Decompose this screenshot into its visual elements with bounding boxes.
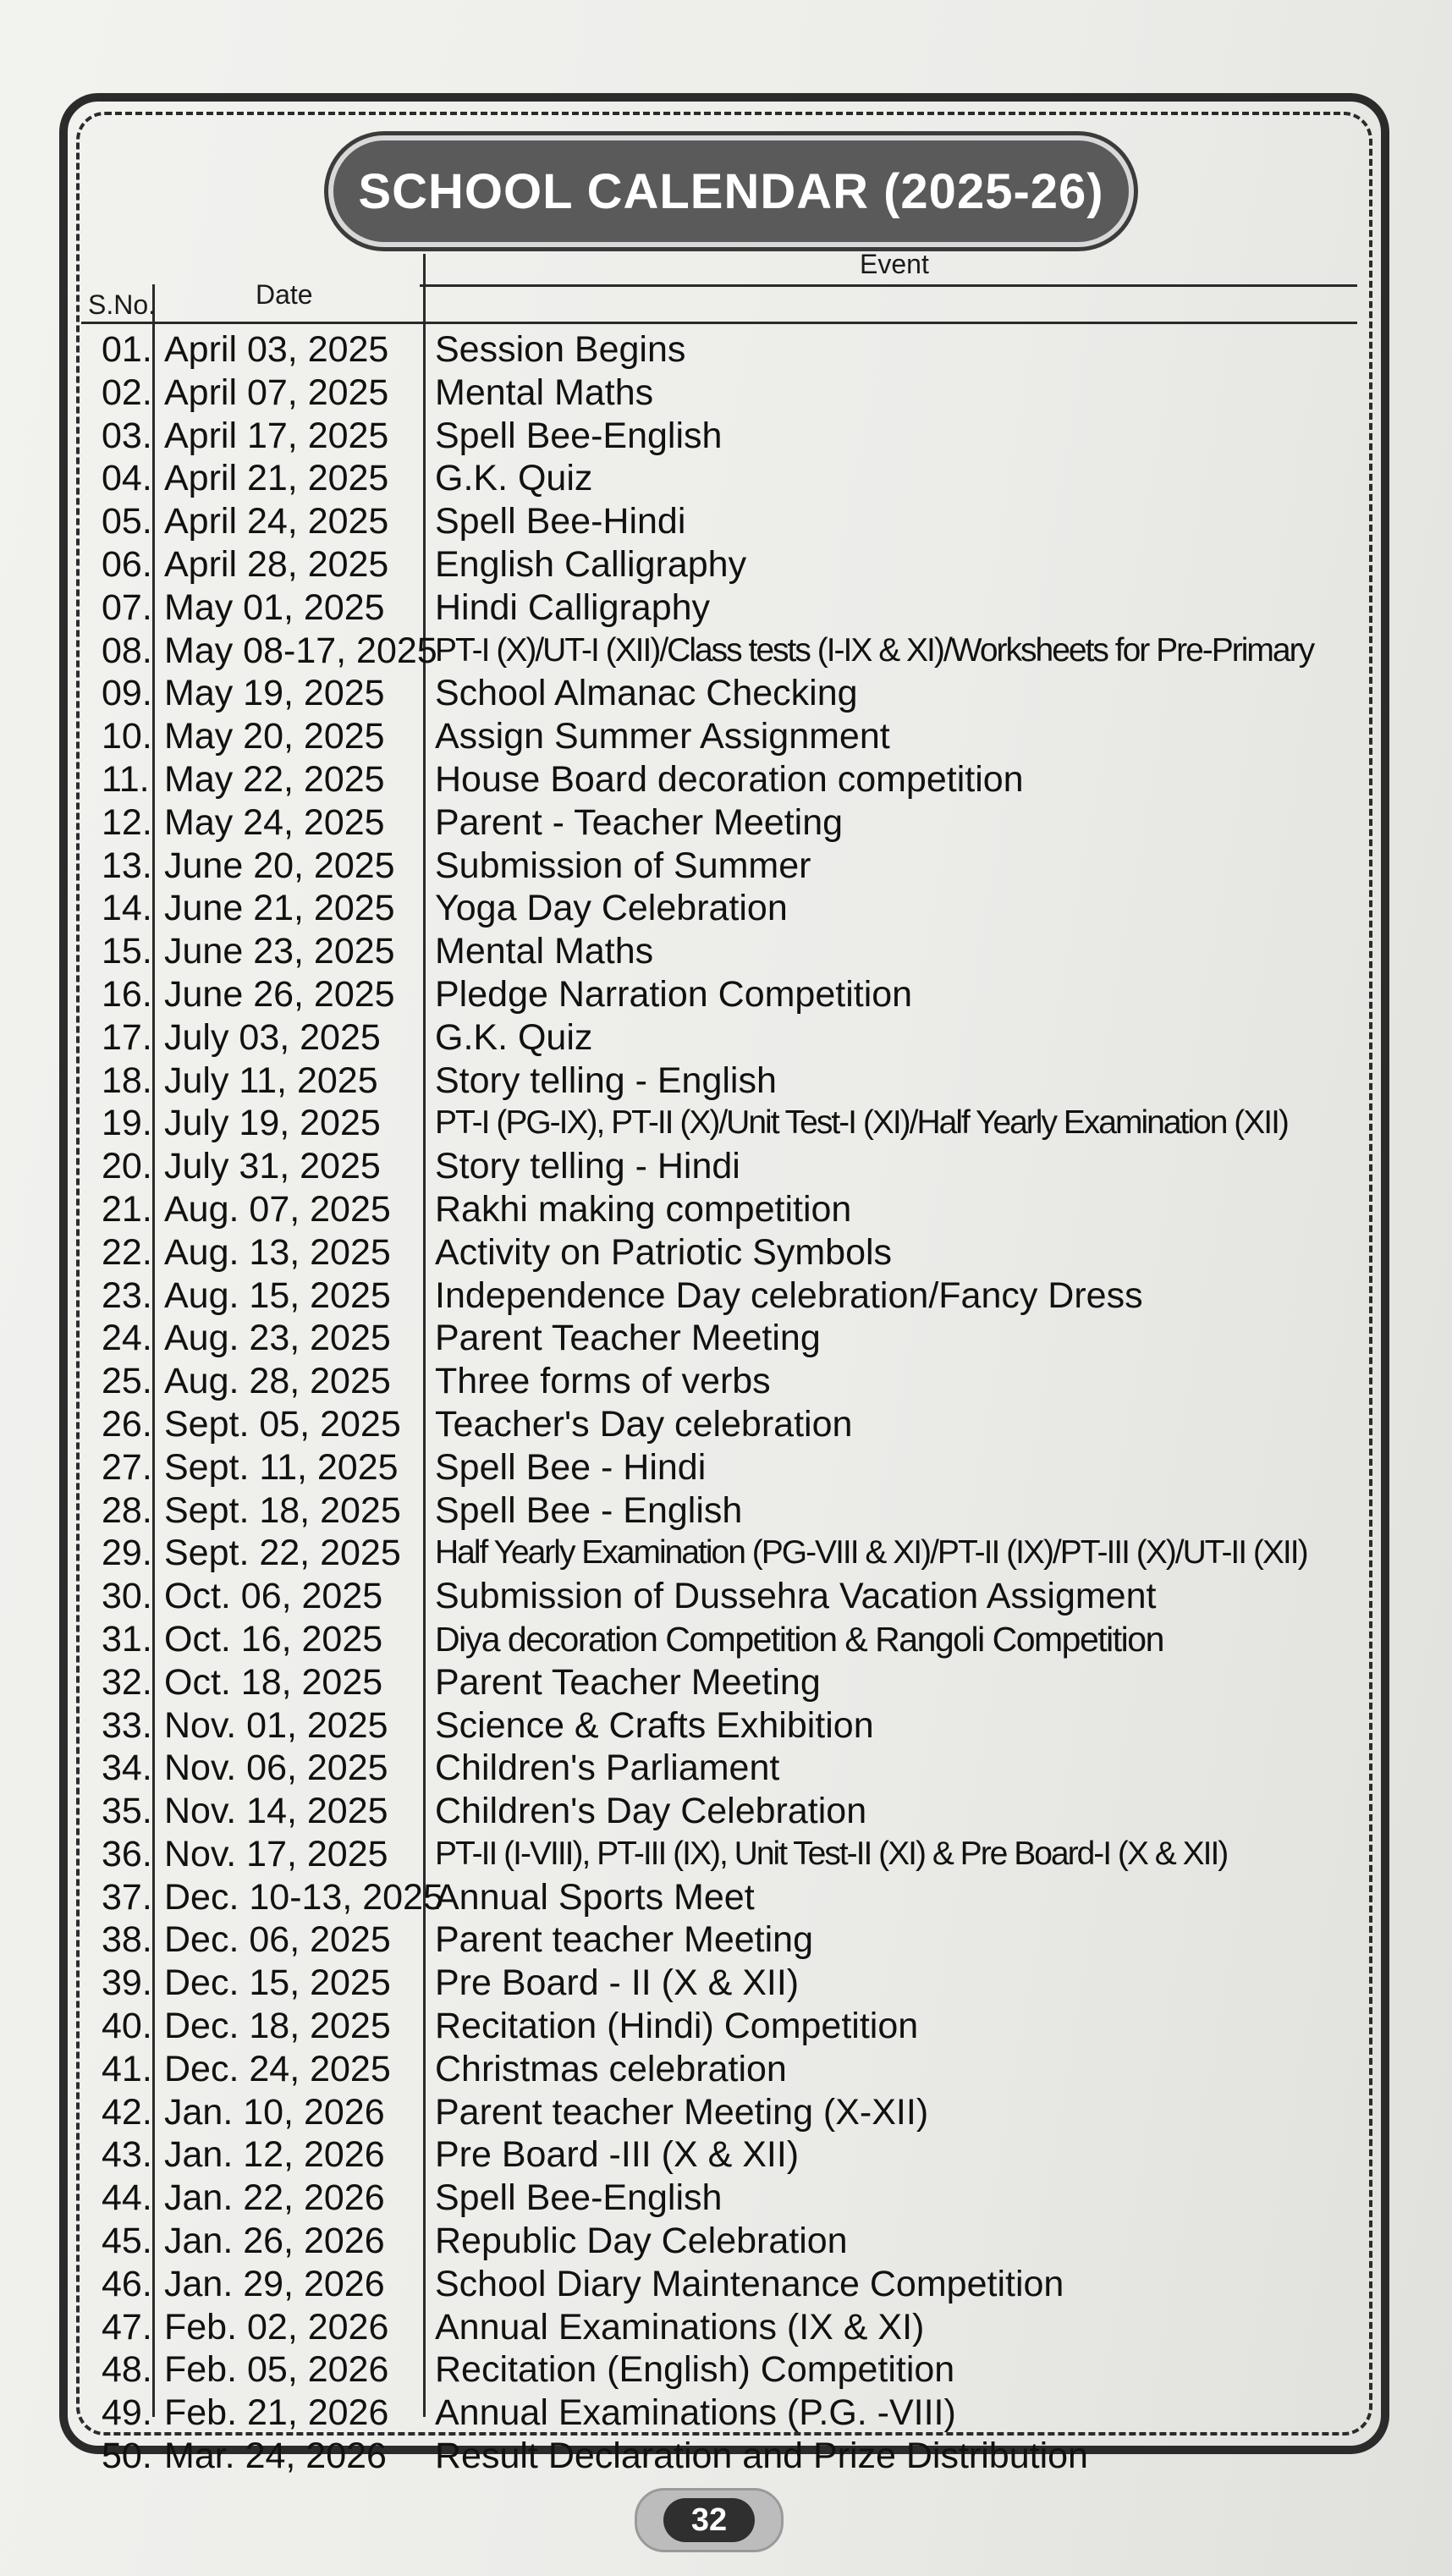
row-event: Children's Day Celebration xyxy=(435,1791,867,1832)
table-row xyxy=(81,457,1357,500)
table-row xyxy=(81,1489,1357,1533)
row-sno: 23. xyxy=(102,1274,152,1316)
table-row xyxy=(81,1360,1357,1403)
row-date: May 08-17, 2025 xyxy=(164,630,437,671)
row-date: Oct. 18, 2025 xyxy=(164,1661,383,1703)
row-event: Session Begins xyxy=(435,329,686,370)
row-sno: 50. xyxy=(102,2436,152,2477)
row-event: PT-I (PG-IX), PT-II (X)/Unit Test-I (XI)/Half Yearly Examination (XII) xyxy=(435,1104,1288,1142)
row-sno: 41. xyxy=(102,2048,152,2089)
table-row xyxy=(81,2220,1357,2263)
row-date: Jan. 29, 2026 xyxy=(164,2263,385,2304)
table-row xyxy=(81,2091,1357,2134)
row-date: July 11, 2025 xyxy=(164,1060,378,1101)
table-row xyxy=(81,1188,1357,1231)
row-date: Dec. 15, 2025 xyxy=(164,1962,391,2004)
table-row xyxy=(81,1876,1357,1919)
row-sno: 09. xyxy=(102,673,152,714)
row-event: Yoga Day Celebration xyxy=(435,888,788,929)
row-event: Parent - Teacher Meeting xyxy=(435,801,844,843)
row-date: April 07, 2025 xyxy=(164,372,389,413)
row-date: Mar. 24, 2026 xyxy=(164,2436,387,2477)
row-sno: 05. xyxy=(102,501,152,542)
table-row xyxy=(81,2005,1357,2048)
row-event: English Calligraphy xyxy=(435,543,747,585)
table-row xyxy=(81,1016,1357,1060)
row-sno: 22. xyxy=(102,1231,152,1273)
row-sno: 33. xyxy=(102,1704,152,1746)
row-date: Nov. 17, 2025 xyxy=(164,1833,388,1874)
title-banner xyxy=(328,135,1134,247)
row-date: May 24, 2025 xyxy=(164,801,385,843)
row-event: Assign Summer Assignment xyxy=(435,716,890,757)
row-date: Dec. 24, 2025 xyxy=(164,2048,391,2089)
row-event: Science & Crafts Exhibition xyxy=(435,1704,874,1746)
row-sno: 06. xyxy=(102,543,152,585)
page-number-badge xyxy=(635,2488,784,2552)
row-date: Nov. 01, 2025 xyxy=(164,1704,388,1746)
row-event: Rakhi making competition xyxy=(435,1188,852,1230)
row-event: Submission of Dussehra Vacation Assigment xyxy=(435,1576,1157,1617)
table-row xyxy=(81,715,1357,758)
row-sno: 03. xyxy=(102,415,152,456)
row-sno: 26. xyxy=(102,1403,152,1445)
row-sno: 12. xyxy=(102,801,152,843)
row-sno: 47. xyxy=(102,2306,152,2348)
row-sno: 18. xyxy=(102,1060,152,1101)
table-row xyxy=(81,672,1357,715)
row-date: May 01, 2025 xyxy=(164,586,385,628)
row-date: July 31, 2025 xyxy=(164,1146,381,1187)
row-event: Parent Teacher Meeting xyxy=(435,1661,821,1703)
row-sno: 34. xyxy=(102,1748,152,1789)
row-date: June 21, 2025 xyxy=(164,888,395,929)
row-date: Sept. 05, 2025 xyxy=(164,1403,401,1445)
row-date: April 03, 2025 xyxy=(164,329,389,370)
table-row xyxy=(81,2263,1357,2306)
row-sno: 13. xyxy=(102,845,152,886)
table-row xyxy=(81,2177,1357,2220)
header-bottom-rule xyxy=(81,322,1357,324)
row-date: July 03, 2025 xyxy=(164,1016,381,1058)
table-row xyxy=(81,930,1357,973)
row-sno: 37. xyxy=(102,1876,152,1918)
row-date: Dec. 18, 2025 xyxy=(164,2006,391,2047)
row-date: Feb. 02, 2026 xyxy=(164,2306,389,2348)
table-row xyxy=(81,1704,1357,1748)
row-sno: 01. xyxy=(102,329,152,370)
table-row xyxy=(81,1661,1357,1704)
row-sno: 15. xyxy=(102,931,152,972)
table-row xyxy=(81,1575,1357,1618)
row-event: Recitation (Hindi) Competition xyxy=(435,2006,919,2047)
table-row xyxy=(81,1532,1357,1575)
row-date: Aug. 23, 2025 xyxy=(164,1318,391,1359)
row-date: April 28, 2025 xyxy=(164,543,389,585)
row-date: Dec. 10-13, 2025 xyxy=(164,1876,443,1918)
table-row xyxy=(81,1833,1357,1876)
row-event: House Board decoration competition xyxy=(435,758,1024,800)
table-row xyxy=(81,2133,1357,2177)
row-event: Result Declaration and Prize Distribution xyxy=(435,2436,1088,2477)
row-event: Hindi Calligraphy xyxy=(435,586,711,628)
table-row xyxy=(81,1618,1357,1661)
table-row xyxy=(81,887,1357,930)
table-row xyxy=(81,1403,1357,1446)
row-date: Aug. 07, 2025 xyxy=(164,1188,391,1230)
row-date: April 21, 2025 xyxy=(164,458,389,499)
row-sno: 07. xyxy=(102,586,152,628)
row-event: Spell Bee - English xyxy=(435,1489,743,1531)
table-row xyxy=(81,415,1357,458)
row-date: Oct. 06, 2025 xyxy=(164,1576,383,1617)
table-row xyxy=(81,1790,1357,1833)
row-sno: 31. xyxy=(102,1618,152,1660)
table-row xyxy=(81,758,1357,801)
row-event: Spell Bee-English xyxy=(435,415,723,456)
row-sno: 45. xyxy=(102,2221,152,2262)
table-row xyxy=(81,2348,1357,2392)
row-sno: 46. xyxy=(102,2263,152,2304)
row-date: Nov. 14, 2025 xyxy=(164,1791,388,1832)
row-date: May 20, 2025 xyxy=(164,716,385,757)
row-date: Dec. 06, 2025 xyxy=(164,1919,391,1961)
row-sno: 17. xyxy=(102,1016,152,1058)
row-date: Sept. 11, 2025 xyxy=(164,1446,399,1488)
row-event: G.K. Quiz xyxy=(435,458,593,499)
row-sno: 27. xyxy=(102,1446,152,1488)
row-date: Aug. 13, 2025 xyxy=(164,1231,391,1273)
row-sno: 44. xyxy=(102,2177,152,2219)
table-row xyxy=(81,2435,1357,2478)
row-date: June 20, 2025 xyxy=(164,845,395,886)
row-event: Independence Day celebration/Fancy Dress xyxy=(435,1274,1143,1316)
calendar-rows xyxy=(81,328,1357,2478)
row-sno: 21. xyxy=(102,1188,152,1230)
table-row xyxy=(81,1274,1357,1318)
row-event: Spell Bee-Hindi xyxy=(435,501,686,542)
row-sno: 36. xyxy=(102,1833,152,1874)
row-date: Feb. 21, 2026 xyxy=(164,2392,389,2434)
row-event: Children's Parliament xyxy=(435,1748,780,1789)
row-sno: 40. xyxy=(102,2006,152,2047)
table-row xyxy=(81,543,1357,586)
table-row xyxy=(81,1747,1357,1790)
row-sno: 38. xyxy=(102,1919,152,1961)
row-date: Aug. 28, 2025 xyxy=(164,1361,391,1402)
row-event: Pledge Narration Competition xyxy=(435,973,913,1015)
table-row xyxy=(81,500,1357,543)
row-date: April 24, 2025 xyxy=(164,501,389,542)
row-event: PT-I (X)/UT-I (XII)/Class tests (I-IX & XI)/Worksheets for Pre-Primary xyxy=(435,631,1314,669)
row-event: Annual Examinations (P.G. -VIII) xyxy=(435,2392,956,2434)
row-date: Sept. 18, 2025 xyxy=(164,1489,401,1531)
row-event: Diya decoration Competition & Rangoli Competition xyxy=(435,1619,1163,1659)
row-sno: 19. xyxy=(102,1103,152,1144)
row-sno: 24. xyxy=(102,1318,152,1359)
row-event: Half Yearly Examination (PG-VIII & XI)/PT-II (IX)/PT-III (X)/UT-II (XII) xyxy=(435,1534,1307,1571)
row-event: Mental Maths xyxy=(435,931,654,972)
calendar-table xyxy=(81,249,1357,2477)
row-event: Story telling - English xyxy=(435,1060,777,1101)
table-row xyxy=(81,1317,1357,1360)
row-event: Story telling - Hindi xyxy=(435,1146,740,1187)
row-date: Feb. 05, 2026 xyxy=(164,2349,389,2391)
row-sno: 28. xyxy=(102,1489,152,1531)
table-row xyxy=(81,1060,1357,1103)
row-event: Annual Sports Meet xyxy=(435,1876,755,1918)
row-event: Spell Bee - Hindi xyxy=(435,1446,707,1488)
row-sno: 02. xyxy=(102,372,152,413)
page-number: 32 xyxy=(663,2498,755,2542)
row-event: Activity on Patriotic Symbols xyxy=(435,1231,893,1273)
table-row xyxy=(81,372,1357,415)
row-sno: 11. xyxy=(102,758,150,800)
table-row xyxy=(81,2306,1357,2349)
row-event: Three forms of verbs xyxy=(435,1361,771,1402)
row-sno: 14. xyxy=(102,888,152,929)
row-event: School Diary Maintenance Competition xyxy=(435,2263,1064,2304)
row-sno: 29. xyxy=(102,1533,152,1574)
table-row xyxy=(81,2392,1357,2435)
row-event: G.K. Quiz xyxy=(435,1016,593,1058)
row-date: June 23, 2025 xyxy=(164,931,395,972)
row-event: School Almanac Checking xyxy=(435,673,858,714)
table-row xyxy=(81,1918,1357,1962)
row-event: Annual Examinations (IX & XI) xyxy=(435,2306,925,2348)
row-event: Submission of Summer xyxy=(435,845,811,886)
table-row xyxy=(81,630,1357,673)
row-date: Nov. 06, 2025 xyxy=(164,1748,388,1789)
row-sno: 43. xyxy=(102,2134,152,2176)
row-date: Sept. 22, 2025 xyxy=(164,1533,401,1574)
header-sno: S.No. xyxy=(88,289,157,320)
row-event: Pre Board -III (X & XII) xyxy=(435,2134,800,2176)
table-row xyxy=(81,1145,1357,1188)
row-sno: 08. xyxy=(102,630,152,671)
row-event: Parent Teacher Meeting xyxy=(435,1318,821,1359)
row-sno: 35. xyxy=(102,1791,152,1832)
row-date: July 19, 2025 xyxy=(164,1103,381,1144)
row-event: Teacher's Day celebration xyxy=(435,1403,853,1445)
row-date: Jan. 22, 2026 xyxy=(164,2177,385,2219)
row-date: Aug. 15, 2025 xyxy=(164,1274,391,1316)
row-sno: 04. xyxy=(102,458,152,499)
row-sno: 32. xyxy=(102,1661,152,1703)
row-sno: 25. xyxy=(102,1361,152,1402)
table-row xyxy=(81,801,1357,845)
table-row xyxy=(81,973,1357,1016)
table-row xyxy=(81,845,1357,888)
table-row xyxy=(81,1446,1357,1489)
row-event: Christmas celebration xyxy=(435,2048,787,2089)
row-sno: 16. xyxy=(102,973,152,1015)
row-sno: 20. xyxy=(102,1146,152,1187)
row-event: Spell Bee-English xyxy=(435,2177,723,2219)
row-date: May 19, 2025 xyxy=(164,673,385,714)
row-event: Parent teacher Meeting xyxy=(435,1919,813,1961)
table-row xyxy=(81,1962,1357,2005)
row-date: Oct. 16, 2025 xyxy=(164,1618,383,1660)
row-sno: 10. xyxy=(102,716,152,757)
row-sno: 49. xyxy=(102,2392,152,2434)
row-sno: 39. xyxy=(102,1962,152,2004)
row-sno: 42. xyxy=(102,2091,152,2133)
header-top-rule xyxy=(420,284,1357,287)
row-event: Republic Day Celebration xyxy=(435,2221,848,2262)
row-event: PT-II (I-VIII), PT-III (IX), Unit Test-II (XI) & Pre Board-I (X & XII) xyxy=(435,1835,1228,1872)
row-date: April 17, 2025 xyxy=(164,415,389,456)
row-date: Jan. 12, 2026 xyxy=(164,2134,385,2176)
row-event: Pre Board - II (X & XII) xyxy=(435,1962,800,2004)
row-event: Mental Maths xyxy=(435,372,654,413)
row-sno: 30. xyxy=(102,1576,152,1617)
row-event: Parent teacher Meeting (X-XII) xyxy=(435,2091,929,2133)
table-row xyxy=(81,586,1357,630)
header-event: Event xyxy=(860,249,929,279)
row-date: May 22, 2025 xyxy=(164,758,385,800)
page-title: SCHOOL CALENDAR (2025-26) xyxy=(358,163,1104,219)
table-row xyxy=(81,328,1357,372)
row-date: Jan. 26, 2026 xyxy=(164,2221,385,2262)
table-row xyxy=(81,2048,1357,2091)
table-row xyxy=(81,1231,1357,1274)
row-date: June 26, 2025 xyxy=(164,973,395,1015)
row-event: Recitation (English) Competition xyxy=(435,2349,955,2391)
row-sno: 48. xyxy=(102,2349,152,2391)
table-row xyxy=(81,1102,1357,1145)
header-date: Date xyxy=(256,279,313,310)
row-date: Jan. 10, 2026 xyxy=(164,2091,385,2133)
